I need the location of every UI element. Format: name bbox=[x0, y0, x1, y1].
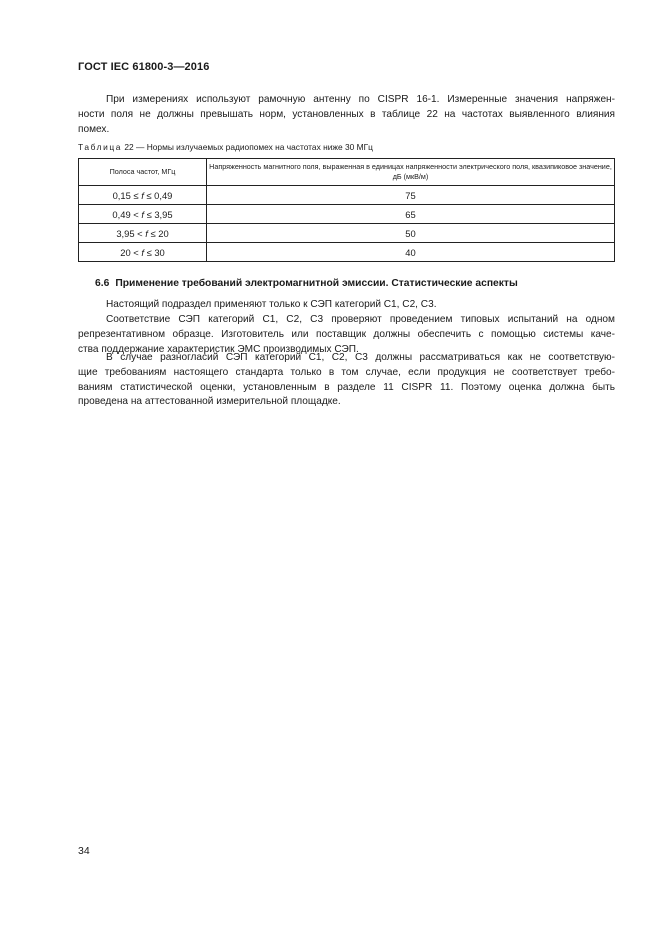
table-row bbox=[79, 205, 615, 224]
paragraph-line: репрезентативном образце. Изготовитель или поставщик должны обеспечить с помощью системы каче- bbox=[78, 328, 615, 340]
paragraph-line: Соответствие СЭП категорий C1, C2, C3 проверяют проведением типовых испытаний на одном bbox=[106, 314, 615, 325]
emission-limits-table bbox=[78, 158, 615, 262]
measurement-paragraph bbox=[78, 93, 615, 137]
section-title: Применение требований электромагнитной эмиссии. Статистические аспекты bbox=[115, 278, 518, 289]
paragraph-line: проведена на аттестованной измерительной площадке. bbox=[78, 396, 341, 408]
disagreement-paragraph bbox=[78, 351, 615, 410]
cell-limit-value: 65 bbox=[207, 205, 615, 224]
column-header-field-strength: Напряженность магнитного поля, выраженная в единицах напряженности электрического поля, квазипиковое значение, дБ (мкВ/м) bbox=[207, 159, 615, 186]
column-header-frequency: Полоса частот, МГц bbox=[79, 159, 207, 186]
cell-frequency-band: 20 < f ≤ 30 bbox=[79, 243, 207, 262]
table-caption-text: 22 — Нормы излучаемых радиопомех на частотах ниже 30 МГц bbox=[124, 142, 373, 152]
paragraph-line: При измерениях используют рамочную антенну по CISPR 16-1. Измеренные значения напряжен- bbox=[106, 94, 615, 105]
cell-frequency-band: 3,95 < f ≤ 20 bbox=[79, 224, 207, 243]
table-row bbox=[79, 186, 615, 205]
paragraph-line: ства поддержание характеристик ЭМС производимых СЭП. bbox=[78, 343, 359, 355]
cell-limit-value: 75 bbox=[207, 186, 615, 205]
paragraph-line: ваниям статистической оценки, установленным в разделе 11 CISPR 11. Поэтому оценка должна быть bbox=[78, 381, 615, 393]
table-row bbox=[79, 243, 615, 262]
paragraph-line: помех. bbox=[78, 123, 110, 135]
scope-paragraph bbox=[78, 298, 615, 313]
table-row bbox=[79, 224, 615, 243]
document-header: ГОСТ IEC 61800-3—2016 bbox=[78, 61, 210, 73]
section-heading bbox=[95, 278, 518, 289]
paragraph-line: Настоящий подраздел применяют только к СЭП категорий C1, C2, C3. bbox=[106, 299, 437, 310]
table-caption bbox=[78, 142, 373, 152]
paragraph-line: щие требованиям настоящего стандарта только в том случае, если продукция не соответствует требо- bbox=[78, 366, 615, 378]
table-header-row bbox=[79, 159, 615, 186]
table-caption-label: Таблица bbox=[78, 142, 123, 152]
cell-frequency-band: 0,49 < f ≤ 3,95 bbox=[79, 205, 207, 224]
section-number: 6.6 bbox=[95, 278, 110, 289]
paragraph-line: В случае разногласий СЭП категорий C1, C2, C3 должны рассматриваться как не соответствую- bbox=[106, 352, 615, 363]
cell-limit-value: 50 bbox=[207, 224, 615, 243]
page-number: 34 bbox=[78, 845, 90, 857]
cell-frequency-band: 0,15 ≤ f ≤ 0,49 bbox=[79, 186, 207, 205]
cell-limit-value: 40 bbox=[207, 243, 615, 262]
paragraph-line: ности поля не должны превышать норм, установленных в таблице 22 на частотах выявленного влияния bbox=[78, 108, 615, 120]
